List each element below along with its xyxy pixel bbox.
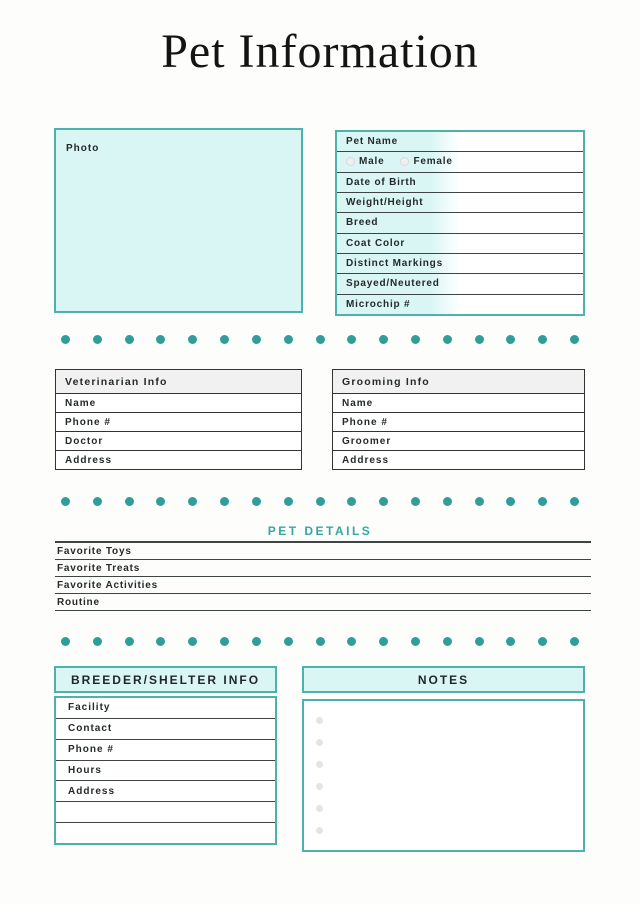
groom-field-name-label: Name [342, 397, 374, 409]
male-radio[interactable] [346, 157, 355, 166]
field-weight-height-label: Weight/Height [346, 197, 424, 209]
groom-field-phone[interactable] [333, 413, 584, 432]
divider-dot [252, 497, 261, 506]
divider-dot [316, 739, 323, 746]
field-weight-height[interactable] [337, 192, 583, 212]
detail-favorite-activities[interactable] [55, 577, 591, 594]
divider-dot [316, 805, 323, 812]
divider-dot [61, 335, 70, 344]
divider-dot [347, 637, 356, 646]
field-distinct-markings-label: Distinct Markings [346, 258, 443, 270]
divider-dot [506, 637, 515, 646]
dotted-divider-middle [61, 496, 579, 506]
divider-dot [538, 637, 547, 646]
divider-dot [443, 497, 452, 506]
groom-field-phone-label: Phone # [342, 416, 388, 428]
detail-favorite-activities-label: Favorite Activities [57, 579, 158, 591]
vet-field-doctor[interactable] [56, 432, 301, 451]
groom-field-groomer-label: Groomer [342, 435, 392, 447]
detail-favorite-treats-label: Favorite Treats [57, 562, 141, 574]
divider-dot [538, 497, 547, 506]
divider-dot [93, 637, 102, 646]
vet-field-name[interactable] [56, 394, 301, 413]
pet-info-table [335, 130, 585, 316]
field-coat-color[interactable] [337, 233, 583, 253]
divider-dot [506, 497, 515, 506]
breeder-field-facility-label: Facility [68, 702, 111, 714]
breeder-field-address-label: Address [68, 785, 116, 797]
veterinarian-info-table [55, 369, 302, 470]
divider-dot [316, 497, 325, 506]
groom-field-name[interactable] [333, 394, 584, 413]
breeder-field-phone-label: Phone # [68, 744, 114, 756]
page-title: Pet Information [161, 25, 479, 78]
field-microchip[interactable] [337, 294, 583, 314]
divider-dot [443, 335, 452, 344]
divider-dot [188, 497, 197, 506]
divider-dot [538, 335, 547, 344]
divider-dot [475, 497, 484, 506]
divider-dot [570, 637, 579, 646]
divider-dot [411, 637, 420, 646]
veterinarian-info-header: Veterinarian Info [56, 370, 301, 394]
divider-dot [284, 335, 293, 344]
dotted-divider-bottom [61, 636, 579, 646]
detail-favorite-treats[interactable] [55, 560, 591, 577]
divider-dot [61, 497, 70, 506]
divider-dot [316, 761, 323, 768]
photo-upload-box[interactable] [54, 128, 303, 313]
divider-dot [411, 335, 420, 344]
divider-dot [570, 335, 579, 344]
breeder-field-contact-label: Contact [68, 723, 113, 735]
pet-details-lines [55, 541, 591, 611]
breeder-shelter-table [54, 696, 277, 845]
divider-dot [570, 497, 579, 506]
vet-field-phone-label: Phone # [65, 416, 111, 428]
field-spayed-neutered[interactable] [337, 273, 583, 293]
vet-field-phone[interactable] [56, 413, 301, 432]
divider-dot [220, 335, 229, 344]
divider-dot [252, 335, 261, 344]
field-pet-name[interactable] [337, 132, 583, 151]
photo-label: Photo [66, 143, 100, 154]
breeder-empty-row[interactable] [56, 823, 275, 843]
detail-routine[interactable] [55, 594, 591, 611]
divider-dot [347, 335, 356, 344]
divider-dot [379, 637, 388, 646]
field-distinct-markings[interactable] [337, 253, 583, 273]
groom-field-address-label: Address [342, 454, 390, 466]
divider-dot [316, 335, 325, 344]
divider-dot [379, 335, 388, 344]
divider-dot [188, 637, 197, 646]
divider-dot [475, 335, 484, 344]
breeder-field-address[interactable] [56, 781, 275, 802]
grooming-info-header: Grooming Info [333, 370, 584, 394]
field-date-of-birth[interactable] [337, 172, 583, 192]
field-gender [337, 151, 583, 171]
breeder-empty-row[interactable] [56, 802, 275, 823]
divider-dot [125, 637, 134, 646]
vet-field-name-label: Name [65, 397, 97, 409]
field-breed[interactable] [337, 212, 583, 232]
divider-dot [156, 497, 165, 506]
vet-field-address-label: Address [65, 454, 113, 466]
male-label: Male [359, 156, 385, 168]
divider-dot [316, 637, 325, 646]
divider-dot [475, 637, 484, 646]
divider-dot [61, 637, 70, 646]
detail-favorite-toys-label: Favorite Toys [57, 545, 132, 557]
divider-dot [411, 497, 420, 506]
divider-dot [220, 637, 229, 646]
breeder-field-contact[interactable] [56, 719, 275, 740]
field-spayed-neutered-label: Spayed/Neutered [346, 278, 440, 290]
breeder-field-facility[interactable] [56, 698, 275, 719]
notes-header: NOTES [302, 666, 585, 693]
female-radio[interactable] [400, 157, 409, 166]
breeder-field-hours[interactable] [56, 761, 275, 782]
grooming-info-table [332, 369, 585, 470]
field-pet-name-label: Pet Name [346, 136, 398, 148]
divider-dot [93, 335, 102, 344]
divider-dot [220, 497, 229, 506]
female-label: Female [413, 156, 453, 168]
divider-dot [156, 637, 165, 646]
groom-field-groomer[interactable] [333, 432, 584, 451]
detail-favorite-toys[interactable] [55, 543, 591, 560]
breeder-field-hours-label: Hours [68, 765, 102, 776]
divider-dot [188, 335, 197, 344]
field-date-of-birth-label: Date of Birth [346, 176, 417, 188]
field-microchip-label: Microchip # [346, 298, 411, 310]
divider-dot [379, 497, 388, 506]
divider-dot [156, 335, 165, 344]
field-breed-label: Breed [346, 217, 379, 229]
divider-dot [252, 637, 261, 646]
groom-field-address[interactable] [333, 451, 584, 469]
divider-dot [347, 497, 356, 506]
notes-writing-area[interactable] [302, 699, 585, 852]
divider-dot [125, 497, 134, 506]
field-coat-color-label: Coat Color [346, 237, 406, 249]
divider-dot [316, 827, 323, 834]
vet-field-address[interactable] [56, 451, 301, 469]
divider-dot [93, 497, 102, 506]
vet-field-doctor-label: Doctor [65, 435, 104, 447]
divider-dot [316, 783, 323, 790]
breeder-field-phone[interactable] [56, 740, 275, 761]
divider-dot [125, 335, 134, 344]
divider-dot [443, 637, 452, 646]
divider-dot [284, 637, 293, 646]
pet-details-heading: PET DETAILS [267, 524, 373, 538]
divider-dot [284, 497, 293, 506]
breeder-shelter-header: BREEDER/SHELTER INFO [54, 666, 277, 693]
detail-routine-label: Routine [57, 596, 100, 608]
divider-dot [316, 717, 323, 724]
divider-dot [506, 335, 515, 344]
dotted-divider-top [61, 334, 579, 344]
